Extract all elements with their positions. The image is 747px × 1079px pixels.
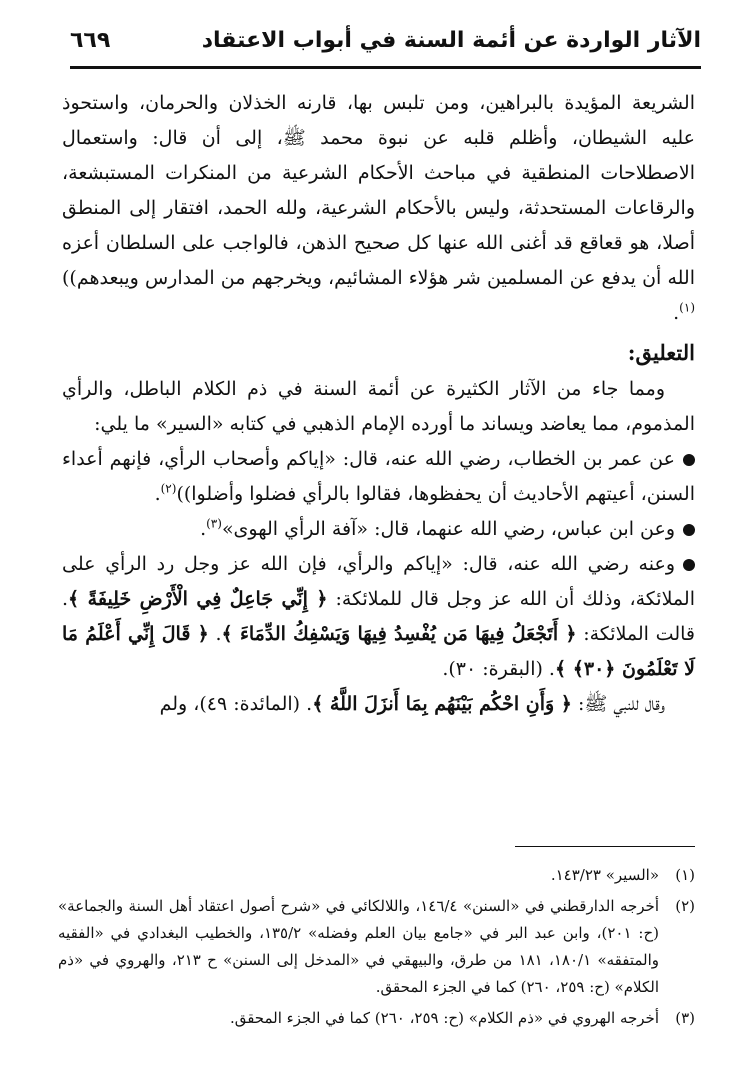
footnote	[58, 862, 695, 889]
list-item-2-end: .	[200, 518, 207, 540]
bullet-icon	[683, 524, 695, 536]
quran-verse-4: ﴿ وَأَنِ احْكُم بَيْنَهُم بِمَا أَنزَلَ اللَّهُ ﴾	[312, 693, 572, 715]
list-item-3-text-b: . قالت الملائكة:	[62, 588, 695, 645]
section-heading: التعليق:	[627, 340, 695, 365]
footnote-text: «السير» ١٤٣/٢٣.	[550, 866, 659, 884]
list-item-2	[62, 512, 695, 547]
quran-verse-1: ﴿ إِنِّي جَاعِلٌ فِي الْأَرْضِ خَلِيفَةً ﴾	[68, 588, 328, 610]
list-item-2-text: وعن ابن عباس، رضي الله عنهما، قال: «آفة الرأي الهوى»	[221, 518, 675, 540]
list-item-3-text-c: .	[208, 623, 222, 645]
page-number: ٦٦٩	[70, 28, 111, 53]
list-item-1	[62, 442, 695, 512]
footnote-number: (٣)	[675, 1009, 695, 1027]
footnote-ref-1: (١)	[679, 300, 695, 315]
footnote-text: أخرجه الهروي في «ذم الكلام» (ح: ٢٥٩، ٢٦٠) كما في الجزء المحقق.	[229, 1009, 659, 1027]
paragraph-2: ومما جاء من الآثار الكثيرة عن أئمة السنة في ذم الكلام الباطل، والرأي المذموم، مما يعاضد ويساند ما أورده الإمام الذهبي في كتابه «السير» ما يلي:	[62, 378, 695, 435]
quran-verse-2: ﴿ أَتَجْعَلُ فِيهَا مَن يُفْسِدُ فِيهَا وَيَسْفِكُ الدِّمَاءَ ﴾	[221, 623, 577, 645]
footnote-text: أخرجه الدارقطني في «السنن» ١٤٦/٤، واللالكائي في «شرح أصول اعتقاد أهل السنة والجماعة» (ح: ٢٠١)، وابن عبد البر في «جامع بيان العلم وفضله» ١٣٥/٢، والخطيب البغدادي في «الفقيه والمتفقه» ١٨٠/١، ١٨١ من طرق، والبيهقي في «المدخل إلى السنن» ح ٢١٣، والهروي في «ذم الكلام» (ح: ٢٥٩، ٢٦٠) كما في الجزء المحقق.	[58, 897, 660, 996]
footnote-number: (١)	[675, 866, 695, 884]
list-item-3	[62, 547, 695, 687]
footnote-rule	[515, 846, 695, 847]
main-text	[62, 86, 695, 722]
bullet-icon	[683, 454, 695, 466]
list-item-1-text: عن عمر بن الخطاب، رضي الله عنه، قال: «إياكم وأصحاب الرأي، فإنهم أعداء السنن، أعيتهم الأحاديث أن يحفظوها، فقالوا بالرأي فضلوا وأضلوا))	[62, 448, 695, 505]
footnote	[58, 1005, 695, 1032]
list-item-3-text-a: وعنه رضي الله عنه، قال: «إياكم والرأي، فإن الله عز وجل رد الرأي على الملائكة، وذلك أن الله عز وجل قال للملائكة:	[62, 553, 695, 610]
paragraph-1-end: .	[673, 302, 680, 324]
list-item-3-text-d: . (البقرة: ٣٠).	[442, 658, 555, 680]
paragraph-1-text: الشريعة المؤيدة بالبراهين، ومن تلبس بها، قارنه الخذلان والحرمان، واستحوذ عليه الشيطان، وأظلم قلبه عن نبوة محمد ﷺ، إلى أن قال: واستعمال الاصطلاحات المنطقية في مباحث الأحكام الشرعية من المنكرات المستبشعة، والرقاعات المستحدثة، وليس بالأحكام الشرعية، ولله الحمد، افتقار إلى المنطق أصلا، هو قعاقع قد أغنى الله عنها كل صحيح الذهن، فالواجب على السلطان أعزه الله أن يدفع عن المسلمين شر هؤلاء المشائيم، ويخرجهم من المدارس ويبعدهم))	[62, 92, 695, 289]
footnotes	[58, 862, 695, 1036]
list-item-1-end: .	[154, 483, 161, 505]
quran-verse-3: ﴿ قَالَ إِنِّي أَعْلَمُ مَا لَا تَعْلَمُونَ ﴿٣٠﴾ ﴾	[62, 623, 695, 680]
paragraph-3-text-b: . (المائدة: ٤٩)، ولم	[159, 693, 313, 715]
footnote	[58, 893, 695, 1001]
paragraph-1	[62, 86, 695, 331]
bullet-icon	[683, 559, 695, 571]
footnote-number: (٢)	[675, 897, 695, 915]
header-rule	[70, 66, 701, 69]
running-title: الآثار الواردة عن أئمة السنة في أبواب الاعتقاد	[201, 28, 701, 53]
paragraph-3-text-a: وقال للنبي ﷺ:	[571, 693, 665, 715]
paragraph-3	[62, 687, 695, 722]
footnote-ref-2: (٢)	[160, 481, 177, 496]
footnote-ref-3: (٣)	[206, 516, 222, 531]
page-header	[70, 22, 701, 62]
